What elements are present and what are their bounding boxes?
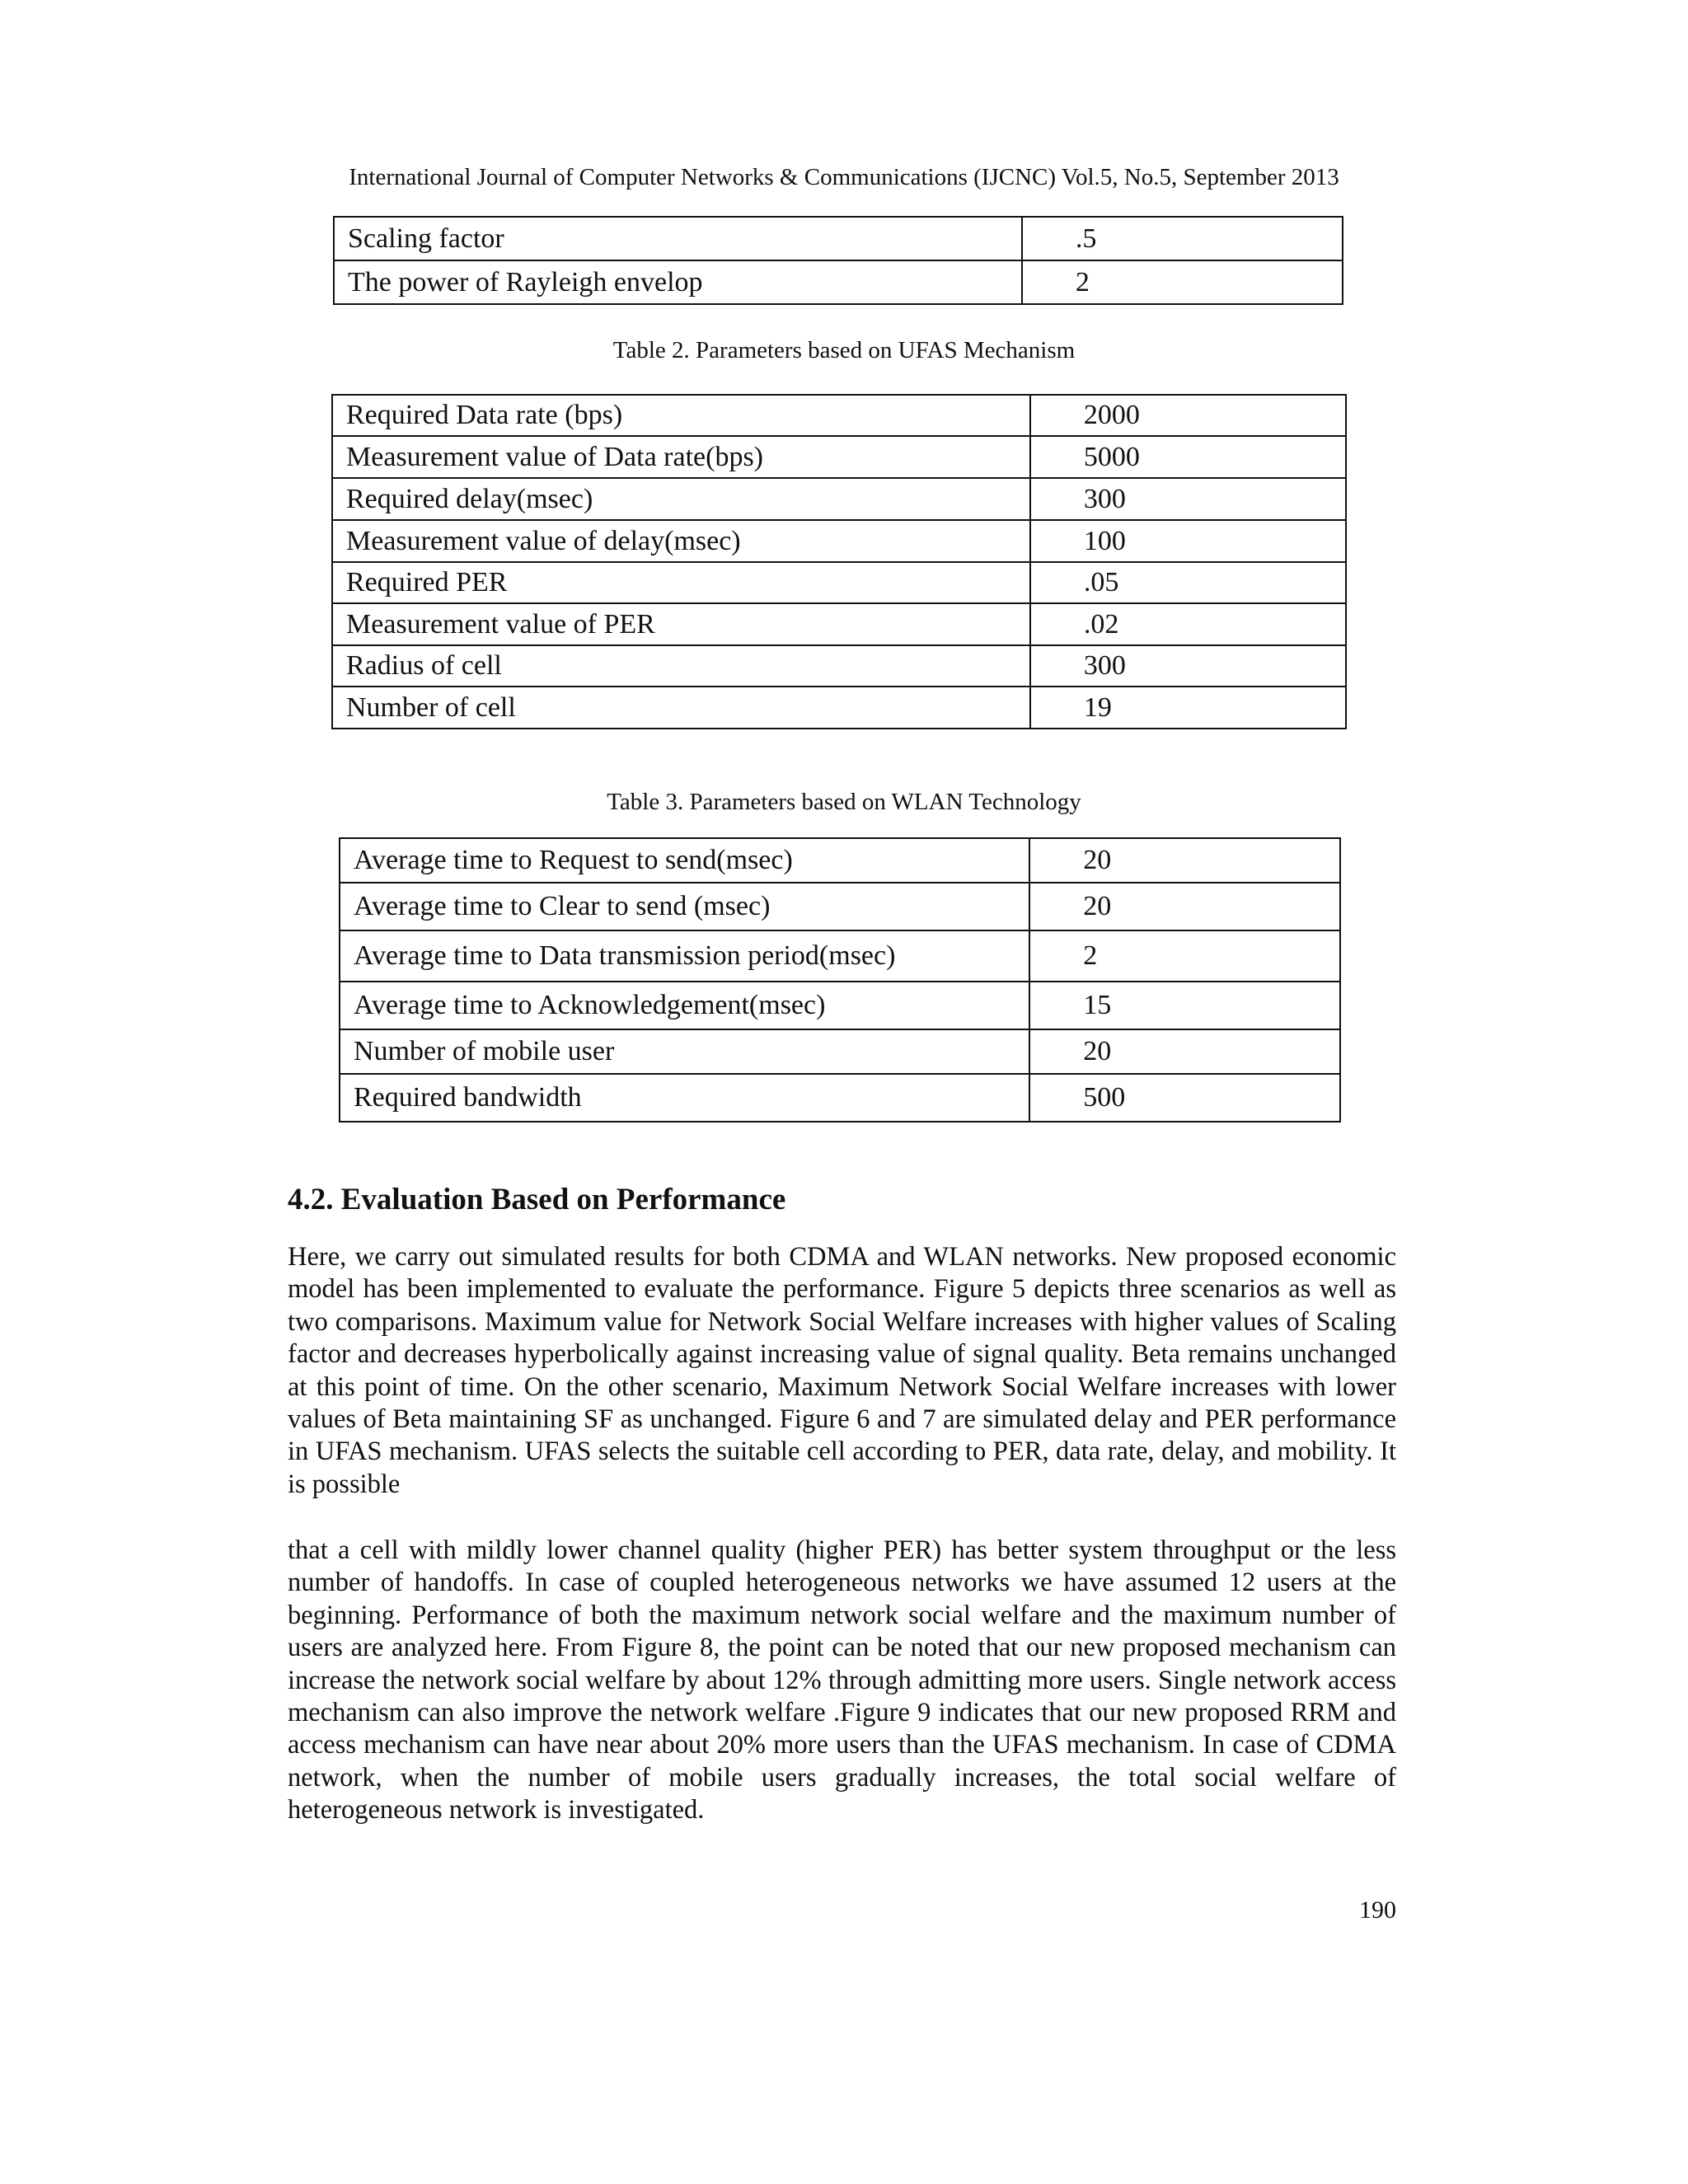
param-name: The power of Rayleigh envelop xyxy=(334,260,1022,304)
body-paragraph xyxy=(288,1241,1396,1501)
table-row xyxy=(332,603,1346,645)
param-name: Required bandwidth xyxy=(340,1074,1029,1122)
table3 xyxy=(339,837,1341,1122)
param-name: Measurement value of delay(msec) xyxy=(332,520,1030,562)
table-row xyxy=(332,436,1346,478)
page-number: 190 xyxy=(1359,1896,1396,1924)
param-value: 5000 xyxy=(1030,436,1346,478)
section-heading: 4.2. Evaluation Based on Performance xyxy=(288,1183,786,1216)
param-name: Average time to Acknowledgement(msec) xyxy=(340,982,1029,1029)
table-row xyxy=(340,930,1340,982)
table3-caption: Table 3. Parameters based on WLAN Technology xyxy=(607,789,1081,815)
param-value: 20 xyxy=(1029,883,1340,930)
param-value: .05 xyxy=(1030,562,1346,603)
table-row xyxy=(340,838,1340,883)
table-row xyxy=(332,395,1346,436)
table-row xyxy=(334,217,1343,260)
param-name: Measurement value of Data rate(bps) xyxy=(332,436,1030,478)
table2 xyxy=(331,394,1347,729)
paragraph-text: Here, we carry out simulated results for both CDMA and WLAN networks. New proposed economic model has been implemented to evaluate the performance. Figure 5 depicts three scenarios as well as two comparisons. Maximum value for Network Social Welfare increases with higher values of Scaling factor and decreases hyperbolically against increasing value of signal quality. Beta remains unchanged at this point of time. On the other scenario, Maximum Network Social Welfare increases with lower values of Beta maintaining SF as unchanged. Figure 6 and 7 are simulated delay and PER performance in UFAS mechanism. UFAS selects the suitable cell according to PER, data rate, delay, and mobility. It is possible xyxy=(288,1242,1396,1499)
param-name: Radius of cell xyxy=(332,645,1030,687)
param-value: 100 xyxy=(1030,520,1346,562)
table-row xyxy=(332,520,1346,562)
param-name: Required delay(msec) xyxy=(332,478,1030,520)
param-name: Number of cell xyxy=(332,687,1030,729)
table-row xyxy=(340,982,1340,1029)
param-value: 15 xyxy=(1029,982,1340,1029)
param-value: 20 xyxy=(1029,1029,1340,1074)
table-row xyxy=(340,883,1340,930)
param-value: 2000 xyxy=(1030,395,1346,436)
table2-caption: Table 2. Parameters based on UFAS Mechanism xyxy=(612,337,1076,363)
param-value: 500 xyxy=(1029,1074,1340,1122)
param-value: 2 xyxy=(1022,260,1343,304)
param-value: .02 xyxy=(1030,603,1346,645)
param-value: .5 xyxy=(1022,217,1343,260)
table-row xyxy=(340,1029,1340,1074)
param-value: 20 xyxy=(1029,838,1340,883)
table-row xyxy=(332,687,1346,729)
paragraph-text: that a cell with mildly lower channel quality (higher PER) has better system throughput or the less number of handoffs. In case of coupled heterogeneous networks we have assumed 12 users at the beginning. Performance of both the maximum network social welfare and the maximum number of users are analyzed here. From Figure 8, the point can be noted that our new proposed mechanism can increase the network social welfare by about 12% through admitting more users. Single network access mechanism can also improve the network welfare .Figure 9 indicates that our new proposed RRM and access mechanism can have near about 20% more users than the UFAS mechanism. In case of CDMA network, when the number of mobile users gradually increases, the total social welfare of heterogeneous network is investigated. xyxy=(288,1535,1396,1825)
table-row xyxy=(332,562,1346,603)
table-row xyxy=(334,260,1343,304)
running-header: International Journal of Computer Networks & Communications (IJCNC) Vol.5, No.5, September 2013 xyxy=(349,164,1339,190)
param-value: 2 xyxy=(1029,930,1340,982)
param-value: 300 xyxy=(1030,645,1346,687)
table-row xyxy=(332,645,1346,687)
table1-continuation xyxy=(333,216,1343,305)
param-name: Measurement value of PER xyxy=(332,603,1030,645)
param-name: Required Data rate (bps) xyxy=(332,395,1030,436)
param-value: 19 xyxy=(1030,687,1346,729)
param-name: Average time to Clear to send (msec) xyxy=(340,883,1029,930)
param-name: Average time to Request to send(msec) xyxy=(340,838,1029,883)
param-name: Average time to Data transmission period(msec) xyxy=(340,930,1029,982)
table-row xyxy=(332,478,1346,520)
param-value: 300 xyxy=(1030,478,1346,520)
param-name: Scaling factor xyxy=(334,217,1022,260)
param-name: Required PER xyxy=(332,562,1030,603)
table-row xyxy=(340,1074,1340,1122)
param-name: Number of mobile user xyxy=(340,1029,1029,1074)
body-paragraph xyxy=(288,1535,1396,1827)
